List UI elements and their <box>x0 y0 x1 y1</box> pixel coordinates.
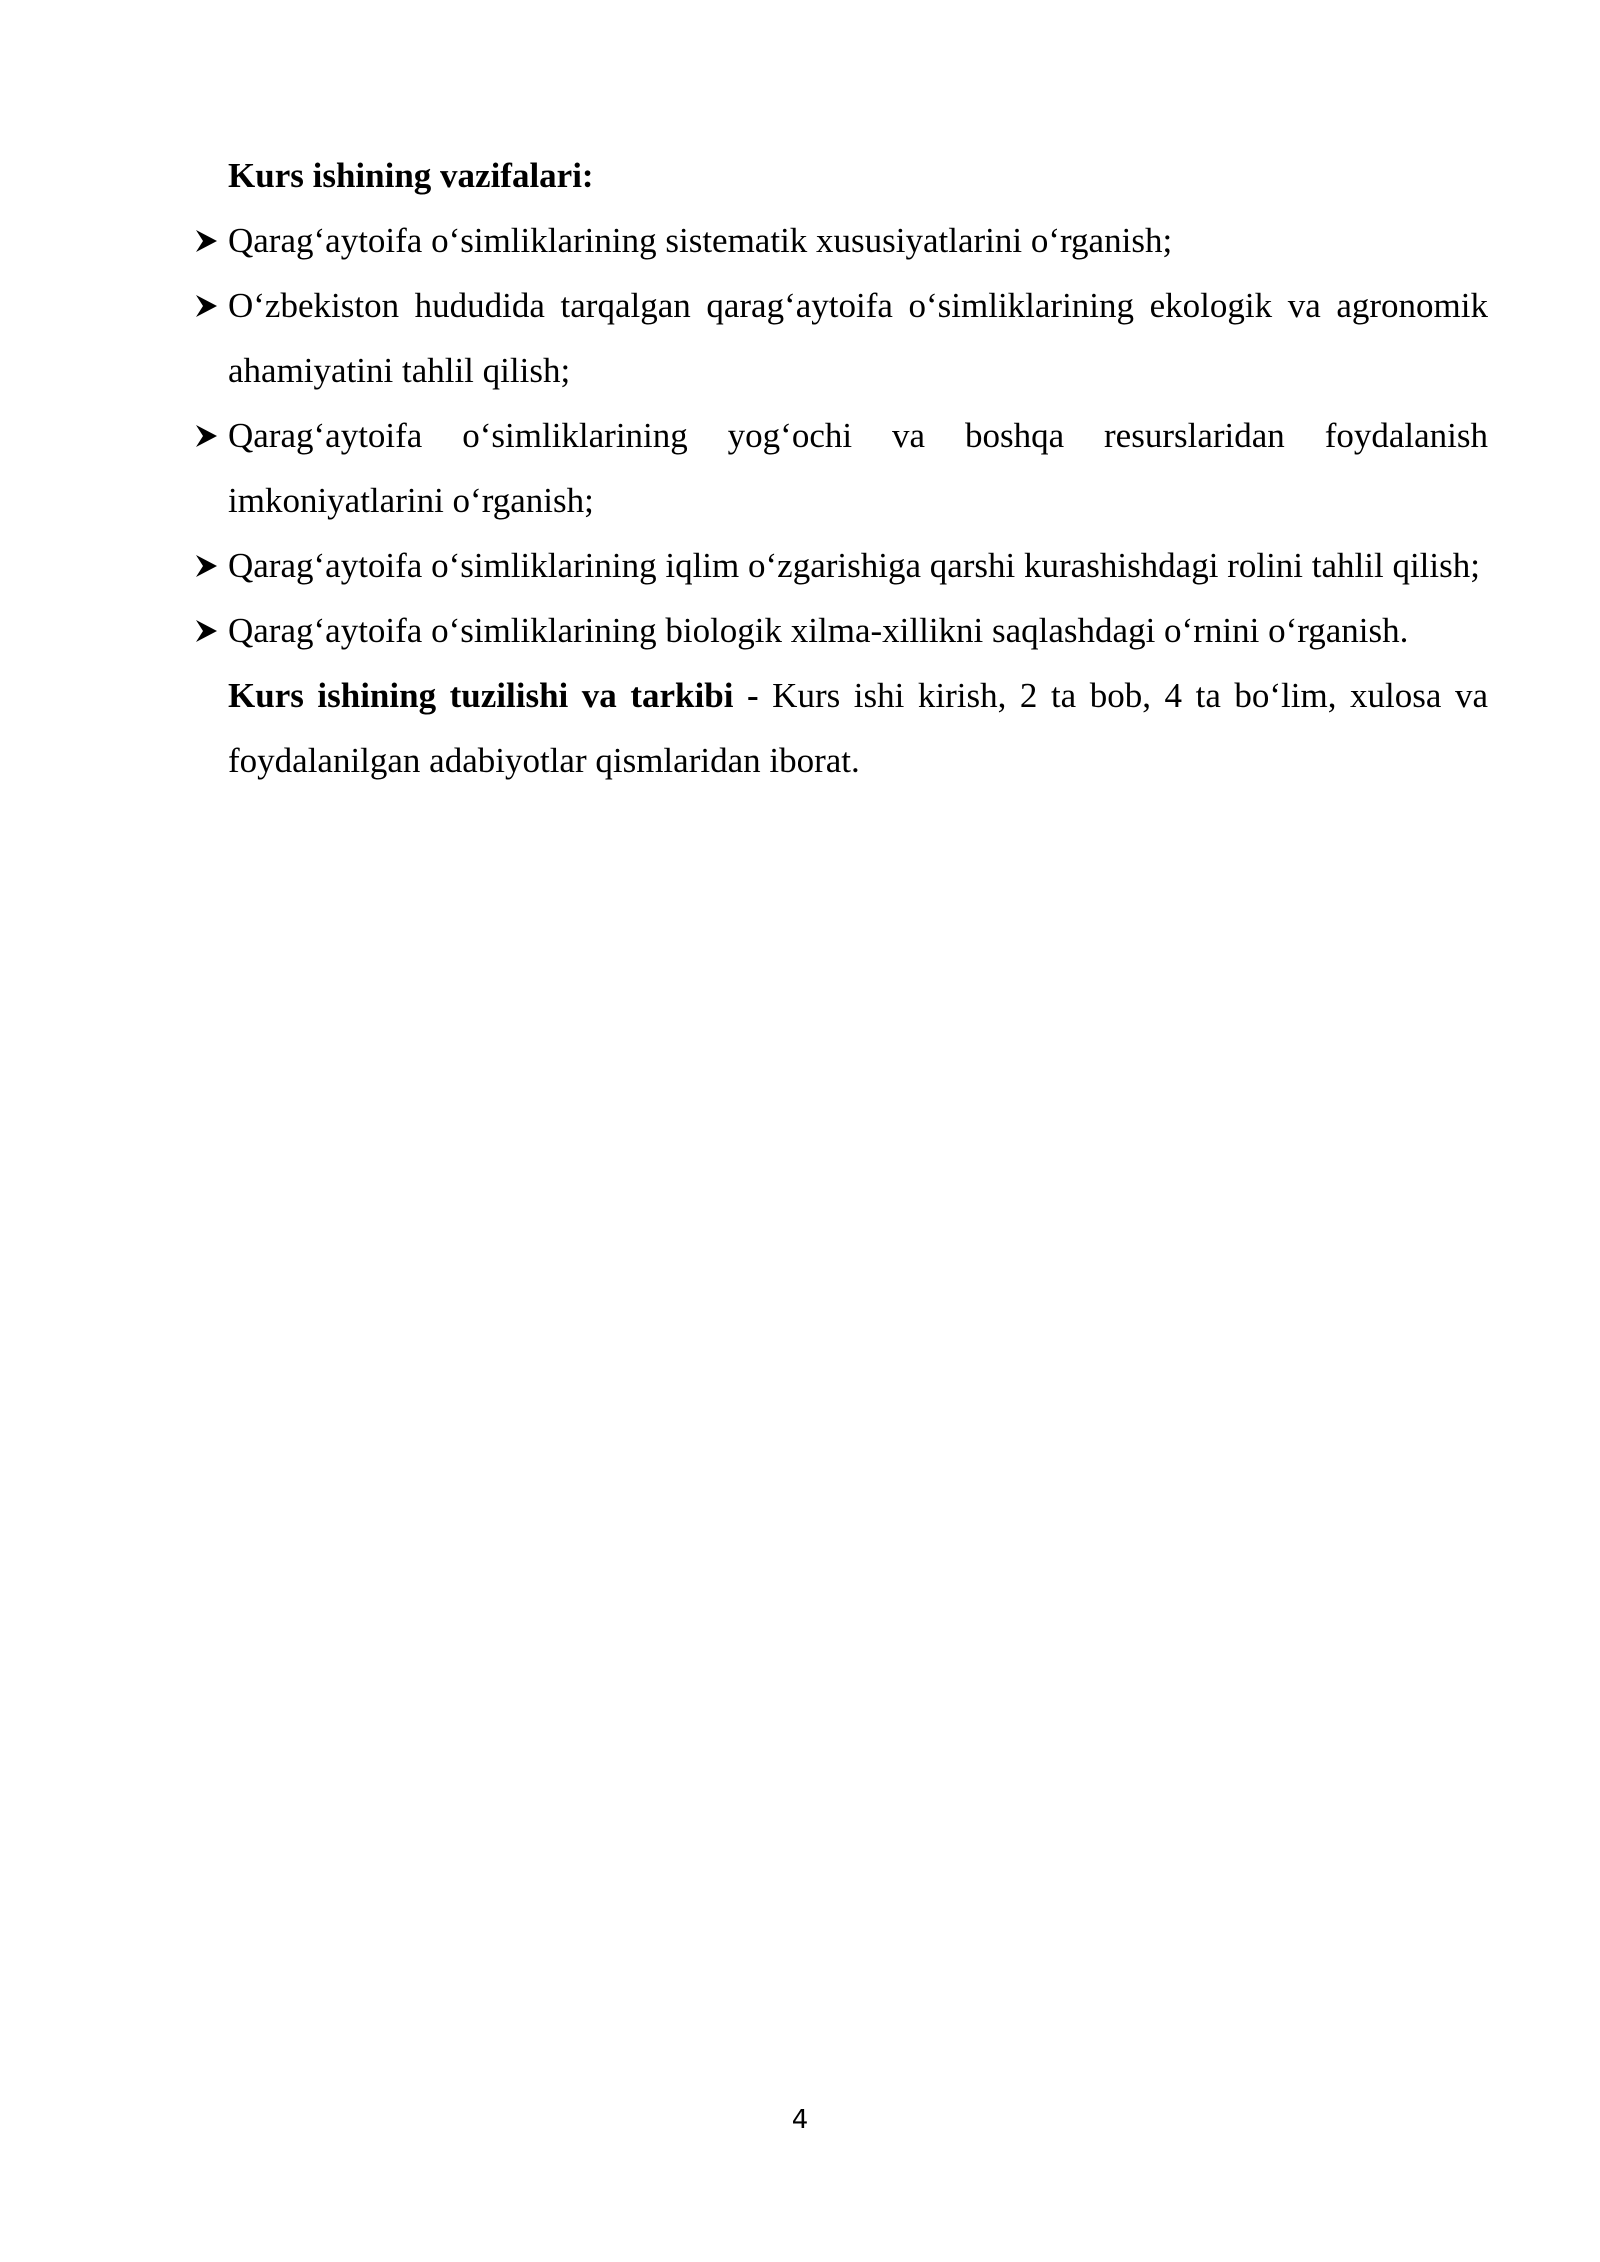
arrowhead-bullet-icon <box>195 598 228 663</box>
task-text: Qarag‘aytoifa o‘simliklarining sistematik xususiyatlarini o‘rganish; <box>228 221 1173 260</box>
arrowhead-bullet-icon <box>195 273 228 338</box>
page-content <box>195 143 1488 793</box>
page-number: 4 <box>791 2105 809 2135</box>
task-item <box>195 208 1488 273</box>
structure-text: Kurs ishi kirish, 2 ta bob, 4 ta bo‘lim, xulosa va foydalanilgan adabiyotlar qismlaridan iborat. <box>228 676 1488 780</box>
task-item <box>195 598 1488 663</box>
task-text: Qarag‘aytoifa o‘simliklarining iqlim o‘zgarishiga qarshi kurashishdagi rolini tahlil qilish; <box>228 546 1480 585</box>
task-text: Qarag‘aytoifa o‘simliklarining yog‘ochi va boshqa resurslaridan foydalanish imkoniyatlarini o‘rganish; <box>228 416 1488 520</box>
arrowhead-bullet-icon <box>195 533 228 598</box>
task-item <box>195 403 1488 533</box>
structure-paragraph <box>195 663 1488 793</box>
structure-lead: Kurs ishining tuzilishi va tarkibi - <box>228 676 759 715</box>
tasks-list <box>195 208 1488 663</box>
arrowhead-bullet-icon <box>195 403 228 468</box>
task-item <box>195 533 1488 598</box>
tasks-heading: Kurs ishining vazifalari: <box>228 156 594 195</box>
task-text: O‘zbekiston hududida tarqalgan qarag‘aytoifa o‘simliklarining ekologik va agronomik ahamiyatini tahlil qilish; <box>228 286 1488 390</box>
arrowhead-bullet-icon <box>195 208 228 273</box>
task-item <box>195 273 1488 403</box>
task-text: Qarag‘aytoifa o‘simliklarining biologik xilma-xillikni saqlashdagi o‘rnini o‘rganish. <box>228 611 1409 650</box>
